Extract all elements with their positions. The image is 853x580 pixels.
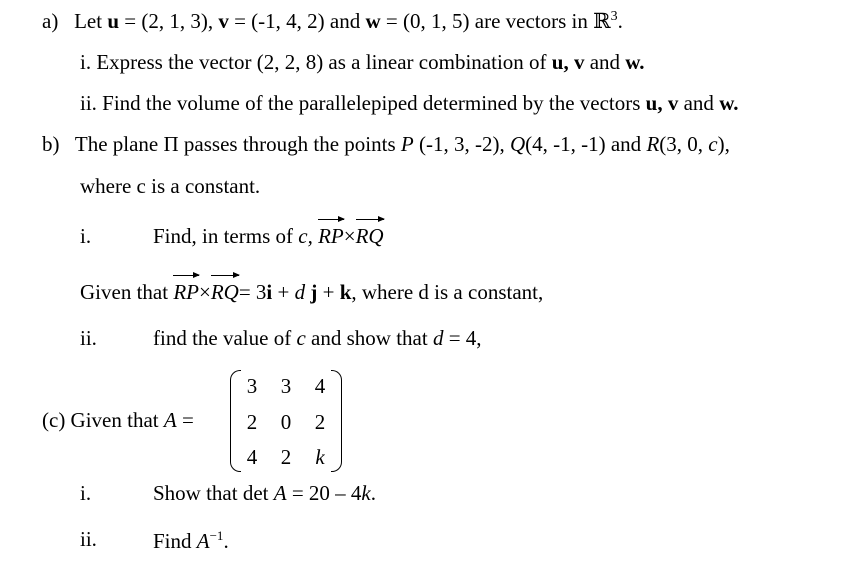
a-ii-text: ii. Find the volume of the parallelepiped determined by the vectors xyxy=(80,91,641,115)
b-given-line xyxy=(80,282,543,303)
c-i-text: Show that det xyxy=(153,481,269,505)
a-i-v: v xyxy=(573,50,585,74)
a-i-text: i. Express the vector (2, 2, 8) as a linear combination of xyxy=(80,50,547,74)
c-i-rhs: = 20 – 4 xyxy=(291,481,362,505)
b-ii-label: ii. xyxy=(80,326,97,350)
arrow-icon xyxy=(318,219,344,228)
b-ii-c: c xyxy=(296,326,306,350)
point-r-coords: (3, 0, xyxy=(659,132,704,156)
part-c-label: (c) Given that xyxy=(42,408,159,432)
b-i-c: c, xyxy=(298,224,313,248)
a-ii-and: and xyxy=(683,91,714,115)
a-period: . xyxy=(617,9,623,33)
vector-rp-2 xyxy=(173,282,199,303)
rq-label: RQ xyxy=(355,224,384,248)
b-ii-text: find the value of xyxy=(153,326,292,350)
matrix-a-name: A xyxy=(163,408,177,432)
c-ii-text: Find xyxy=(153,529,192,553)
point-q-coords: (4, -1, -1) and xyxy=(525,132,642,156)
a-i-w: w. xyxy=(625,50,645,74)
vector-u: u xyxy=(107,9,119,33)
u-definition: = (2, 1, 3), xyxy=(124,9,214,33)
r-close: ), xyxy=(717,132,730,156)
b-i-text: Find, in terms of xyxy=(153,224,293,248)
a-i-u: u, xyxy=(551,50,569,74)
part-b-line2: where c is a constant. xyxy=(80,174,261,198)
part-b-label: b) xyxy=(42,132,60,156)
matrix-cell: 4 xyxy=(246,445,258,469)
rq-label-2: RQ xyxy=(210,280,239,304)
b-ii-mid: and show that xyxy=(311,326,428,350)
part-b-line1 xyxy=(42,134,730,155)
w-definition: = (0, 1, 5) are vectors in ℝ xyxy=(385,9,611,33)
left-paren xyxy=(230,370,241,472)
a-i-and: and xyxy=(589,50,621,74)
vector-rp xyxy=(318,226,344,247)
vector-w: w xyxy=(365,9,381,33)
cross-symbol: × xyxy=(343,224,356,248)
vector-v: v xyxy=(218,9,229,33)
b-i-label: i. xyxy=(80,224,92,248)
vector-rq xyxy=(356,226,384,247)
c-ii-a: A xyxy=(196,529,210,553)
matrix-cell: 3 xyxy=(246,374,258,398)
c-i-a: A xyxy=(273,481,287,505)
matrix-cell: 2 xyxy=(280,445,292,469)
c-ii-label: ii. xyxy=(80,527,97,551)
c-ii-dot: . xyxy=(223,529,229,553)
b-ii-eq: = 4, xyxy=(448,326,482,350)
a-ii-u: u, xyxy=(645,91,663,115)
c-i-dot: . xyxy=(370,481,376,505)
rp-label-2: RP xyxy=(173,280,199,304)
vector-rq-2 xyxy=(211,282,239,303)
inverse-power: −1 xyxy=(209,528,224,543)
let-word: Let xyxy=(74,9,103,33)
matrix-cell: 3 xyxy=(280,374,292,398)
matrix-a xyxy=(230,370,342,470)
part-b-i xyxy=(153,226,384,247)
part-c-ii xyxy=(153,529,229,552)
c-i-label: i. xyxy=(80,481,92,505)
eq-rhs: = 3 xyxy=(238,280,267,304)
point-q: Q xyxy=(509,132,526,156)
matrix-cell: 4 xyxy=(314,374,326,398)
point-p-coords: (-1, 3, -2), xyxy=(418,132,505,156)
part-a-ii xyxy=(80,93,738,114)
point-p: P xyxy=(400,132,414,156)
d-var: d xyxy=(294,280,306,304)
point-r: R xyxy=(646,132,660,156)
matrix-cell: 2 xyxy=(314,410,326,434)
r-c-var: c xyxy=(708,132,718,156)
r3-power: 3 xyxy=(610,9,618,24)
part-b-ii xyxy=(153,328,482,349)
arrow-icon xyxy=(356,219,384,228)
given-tail: , where d is a constant, xyxy=(351,280,544,304)
given-text: Given that xyxy=(80,280,169,304)
part-c-line xyxy=(42,410,194,431)
b-line1-text: The plane Π passes through the points xyxy=(74,132,396,156)
part-a-line xyxy=(42,10,623,32)
plus-2: + xyxy=(317,280,340,304)
unit-k: k xyxy=(339,280,352,304)
matrix-cell: 0 xyxy=(280,410,292,434)
v-definition: = (-1, 4, 2) and xyxy=(234,9,361,33)
b-ii-d: d xyxy=(432,326,444,350)
c-i-k: k xyxy=(361,481,371,505)
unit-j: j xyxy=(310,280,318,304)
matrix-cell: 2 xyxy=(246,410,258,434)
equals-sign: = xyxy=(181,408,194,432)
right-paren xyxy=(331,370,342,472)
part-a-label: a) xyxy=(42,9,59,33)
part-a-i xyxy=(80,52,645,73)
unit-i: i xyxy=(266,280,273,304)
part-c-i xyxy=(153,483,376,504)
matrix-cell: k xyxy=(315,445,325,469)
a-ii-v: v xyxy=(667,91,679,115)
a-ii-w: w. xyxy=(719,91,739,115)
plus-1: + xyxy=(272,280,295,304)
cross-symbol-2: × xyxy=(198,280,211,304)
rp-label: RP xyxy=(318,224,344,248)
arrow-icon xyxy=(173,275,199,284)
arrow-icon xyxy=(211,275,239,284)
